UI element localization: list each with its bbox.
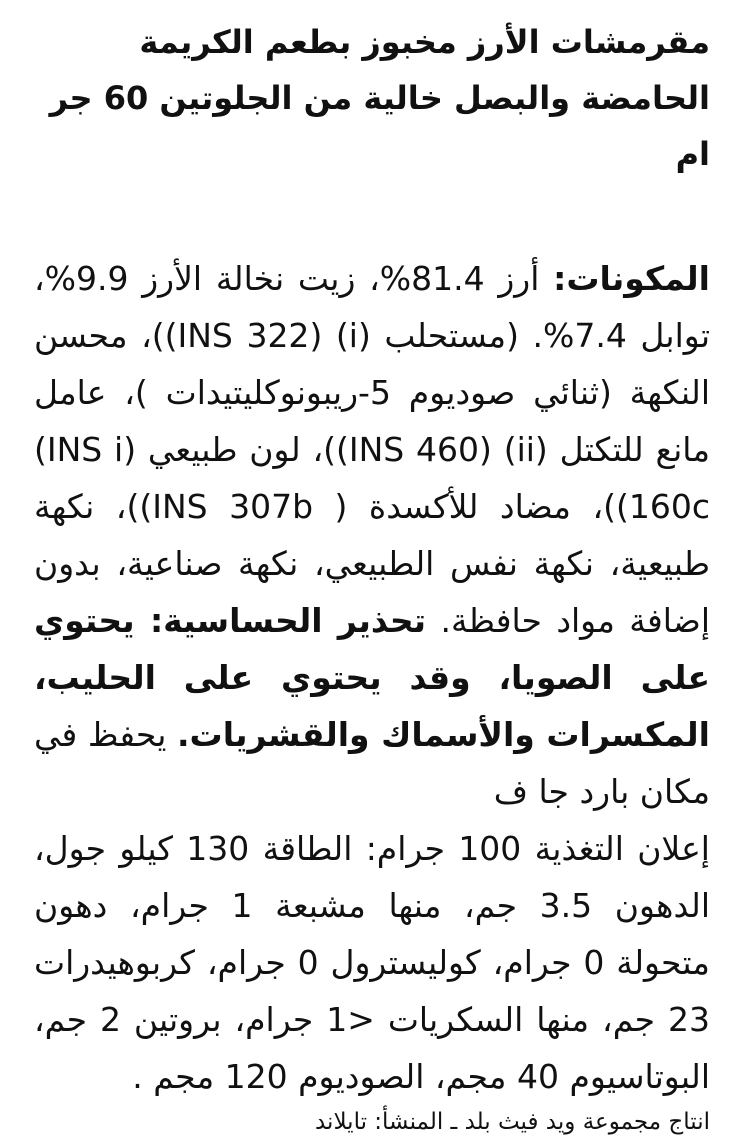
ingredients-label: المكونات: (553, 259, 710, 298)
allergen-warning: تحذير الحساسية: يحتوي على الصويا، وقد يحتوي على الحليب، المكسرات والأسماك والقشريات. (34, 601, 710, 754)
nutrition-declaration: إعلان التغذية 100 جرام: الطاقة 130 كيلو جول، الدهون 3.5 جم، منها مشبعة 1 جرام، دهون متحولة 0 جرام، كوليسترول 0 جرام، كربوهيدرات 23 جم، منها السكريات <1 جرام، بروتين 2 جم، البوتاسيوم 40 مجم، الصوديوم 120 مجم . (34, 829, 711, 1096)
ingredients-paragraph (34, 250, 710, 1105)
ingredients-list: أرز 81.4%، زيت نخالة الأرز 9.9%، توابل 7.4%. (مستحلب (i) (INS 322))، محسن النكهة (ثنائي صوديوم 5-ريبونوكليتيدات )، عامل مانع للتكتل (ii) (INS 460))، لون طبيعي (INS i) 160c))، مضاد للأكسدة ( INS 307b))، نكهة طبيعية، نكهة نفس الطبيعي، نكهة صناعية، بدون إضافة مواد حافظة. (34, 259, 711, 640)
manufacturer-origin: انتاج مجموعة ويد فيث بلد ـ المنشأ: تايلاند (314, 1109, 710, 1135)
storage-instructions: يحفظ في مكان بارد جا ف (34, 715, 710, 811)
product-title: مقرمشات الأرز مخبوز بطعم الكريمة الحامضة والبصل خالية من الجلوتين 60 جر ام (49, 23, 710, 173)
